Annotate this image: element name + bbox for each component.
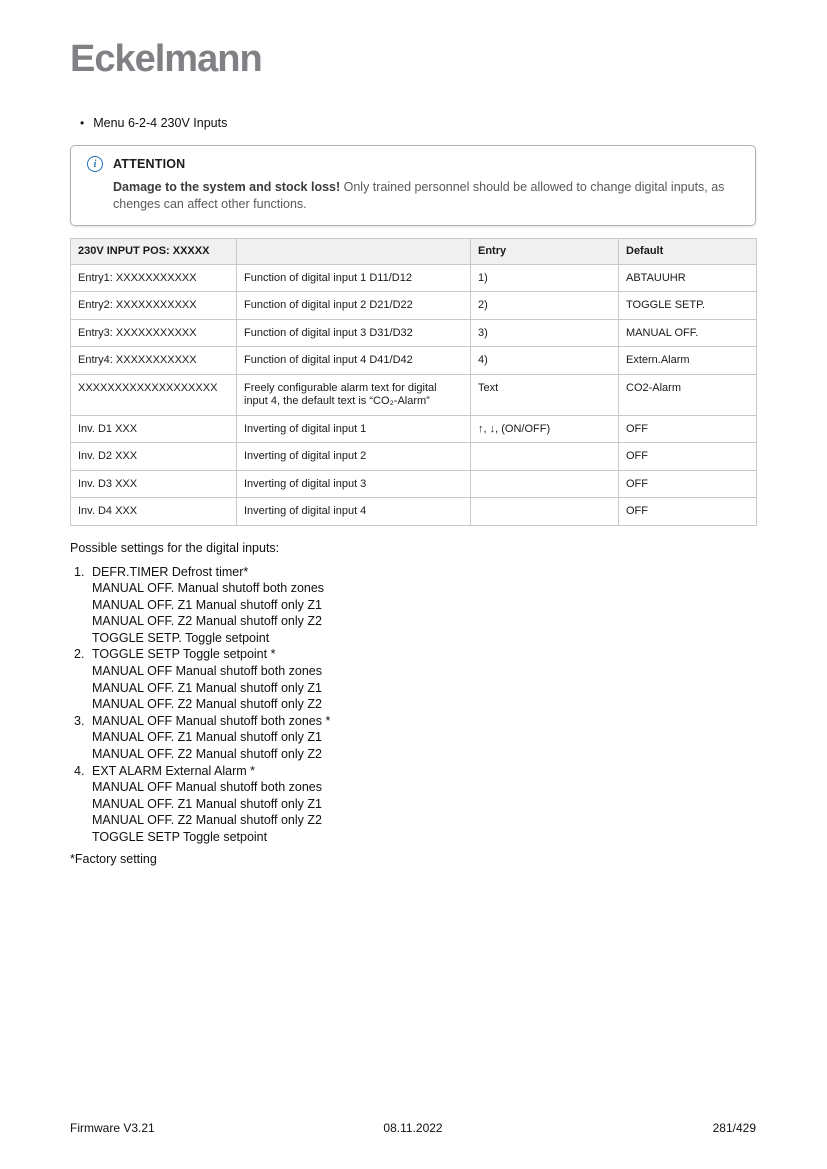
- table-row: [71, 470, 757, 498]
- cell-default: OFF: [619, 498, 757, 526]
- list-item-lines: [92, 646, 322, 712]
- list-line: DEFR.TIMER Defrost timer*: [92, 564, 249, 579]
- list-item: [70, 713, 827, 763]
- cell-description: Freely configurable alarm text for digital input 4, the default text is “CO₂-Alarm”: [237, 374, 471, 415]
- table-row: [71, 264, 757, 292]
- cell-description: Inverting of digital input 4: [237, 498, 471, 526]
- cell-description: Function of digital input 4 D41/D42: [237, 347, 471, 375]
- list-item: [70, 646, 827, 712]
- cell-default: TOGGLE SETP.: [619, 292, 757, 320]
- list-line: TOGGLE SETP. Toggle setpoint: [92, 630, 270, 645]
- cell-default: MANUAL OFF.: [619, 319, 757, 347]
- cell-pos: Entry3: XXXXXXXXXXX: [71, 319, 237, 347]
- attention-body: [113, 179, 738, 212]
- list-line: MANUAL OFF. Z2 Manual shutoff only Z2: [92, 697, 322, 712]
- list-line: MANUAL OFF. Z1 Manual shutoff only Z1: [92, 796, 322, 811]
- list-line: MANUAL OFF. Manual shutoff both zones: [92, 581, 325, 596]
- cell-entry: [471, 443, 619, 471]
- list-line: MANUAL OFF Manual shutoff both zones *: [92, 713, 331, 728]
- attention-header: [87, 156, 739, 172]
- list-item-number: 2.: [74, 647, 85, 662]
- cell-default: CO2-Alarm: [619, 374, 757, 415]
- cell-pos: Inv. D1 XXX: [71, 415, 237, 443]
- list-line: MANUAL OFF. Z2 Manual shutoff only Z2: [92, 747, 322, 762]
- list-line: TOGGLE SETP Toggle setpoint: [92, 830, 268, 844]
- list-line: TOGGLE SETP Toggle setpoint *: [92, 647, 276, 662]
- cell-default: OFF: [619, 443, 757, 471]
- list-item: [70, 763, 827, 846]
- table-row: [71, 498, 757, 526]
- table-row: [71, 443, 757, 471]
- cell-pos: Entry4: XXXXXXXXXXX: [71, 347, 237, 375]
- menu-bullet-item: [80, 116, 827, 130]
- settings-intro: Possible settings for the digital inputs:: [70, 540, 280, 555]
- info-icon: i: [87, 156, 103, 172]
- list-item-lines: [92, 713, 330, 763]
- list-item-number: 4.: [74, 763, 85, 778]
- menu-bullet-label: Menu 6-2-4 230V Inputs: [93, 116, 228, 130]
- table-header-entry: Entry: [471, 239, 619, 265]
- cell-default: Extern.Alarm: [619, 347, 757, 375]
- bullet-icon: •: [80, 116, 85, 130]
- table-header-description: [237, 239, 471, 265]
- table-header-pos: 230V INPUT POS: XXXXX: [71, 239, 237, 265]
- cell-entry: Text: [471, 374, 619, 415]
- cell-description: Function of digital input 1 D11/D12: [237, 264, 471, 292]
- list-line: MANUAL OFF Manual shutoff both zones: [92, 664, 322, 679]
- cell-description: Function of digital input 3 D31/D32: [237, 319, 471, 347]
- cell-default: OFF: [619, 415, 757, 443]
- cell-entry: 2): [471, 292, 619, 320]
- footer-date: 08.11.2022: [383, 1121, 443, 1135]
- cell-description: Inverting of digital input 2: [237, 443, 471, 471]
- cell-description: Function of digital input 2 D21/D22: [237, 292, 471, 320]
- cell-pos: Inv. D4 XXX: [71, 498, 237, 526]
- attention-title: ATTENTION: [113, 157, 186, 171]
- cell-entry: 3): [471, 319, 619, 347]
- cell-pos: Inv. D3 XXX: [71, 470, 237, 498]
- list-item-number: 3.: [74, 713, 85, 728]
- factory-setting-footnote: *Factory setting: [70, 851, 157, 866]
- settings-list: [70, 564, 827, 846]
- footer-firmware-version: Firmware V3.21: [70, 1121, 155, 1135]
- cell-entry: ↑, ↓, (ON/OFF): [471, 415, 619, 443]
- cell-pos: XXXXXXXXXXXXXXXXXXX: [71, 374, 237, 415]
- cell-entry: 1): [471, 264, 619, 292]
- table-row: [71, 319, 757, 347]
- list-item-lines: [92, 564, 324, 647]
- list-line: EXT ALARM External Alarm *: [92, 763, 256, 778]
- attention-body-bold: Damage to the system and stock loss!: [113, 180, 341, 194]
- cell-description: Inverting of digital input 1: [237, 415, 471, 443]
- list-line: MANUAL OFF. Z1 Manual shutoff only Z1: [92, 730, 322, 745]
- footer-page-number: 281/429: [712, 1121, 757, 1135]
- attention-box: [70, 145, 756, 226]
- attention-body-rest: Only trained personnel should be allowed to change digital inputs, as chenges can affect other functions.: [113, 180, 725, 211]
- list-line: MANUAL OFF. Z2 Manual shutoff only Z2: [92, 813, 322, 828]
- eckelmann-logo: Eckelmann: [70, 38, 262, 80]
- table-header-row: [71, 239, 757, 265]
- table-row: [71, 347, 757, 375]
- cell-entry: 4): [471, 347, 619, 375]
- cell-entry: [471, 498, 619, 526]
- table-row: [71, 292, 757, 320]
- list-line: MANUAL OFF. Z2 Manual shutoff only Z2: [92, 614, 322, 629]
- table-row: [71, 374, 757, 415]
- cell-description: Inverting of digital input 3: [237, 470, 471, 498]
- table-header-default: Default: [619, 239, 757, 265]
- list-item-number: 1.: [74, 564, 85, 579]
- list-line: MANUAL OFF. Z1 Manual shutoff only Z1: [92, 597, 322, 612]
- table-row: [71, 415, 757, 443]
- page-footer: [70, 1121, 756, 1135]
- cell-pos: Entry2: XXXXXXXXXXX: [71, 292, 237, 320]
- list-item: [70, 564, 827, 647]
- cell-pos: Entry1: XXXXXXXXXXX: [71, 264, 237, 292]
- cell-default: OFF: [619, 470, 757, 498]
- list-item-lines: [92, 763, 322, 846]
- cell-default: ABTAUUHR: [619, 264, 757, 292]
- cell-entry: [471, 470, 619, 498]
- inputs-table: [70, 238, 757, 526]
- cell-pos: Inv. D2 XXX: [71, 443, 237, 471]
- list-line: MANUAL OFF. Z1 Manual shutoff only Z1: [92, 680, 322, 695]
- list-line: MANUAL OFF Manual shutoff both zones: [92, 780, 322, 795]
